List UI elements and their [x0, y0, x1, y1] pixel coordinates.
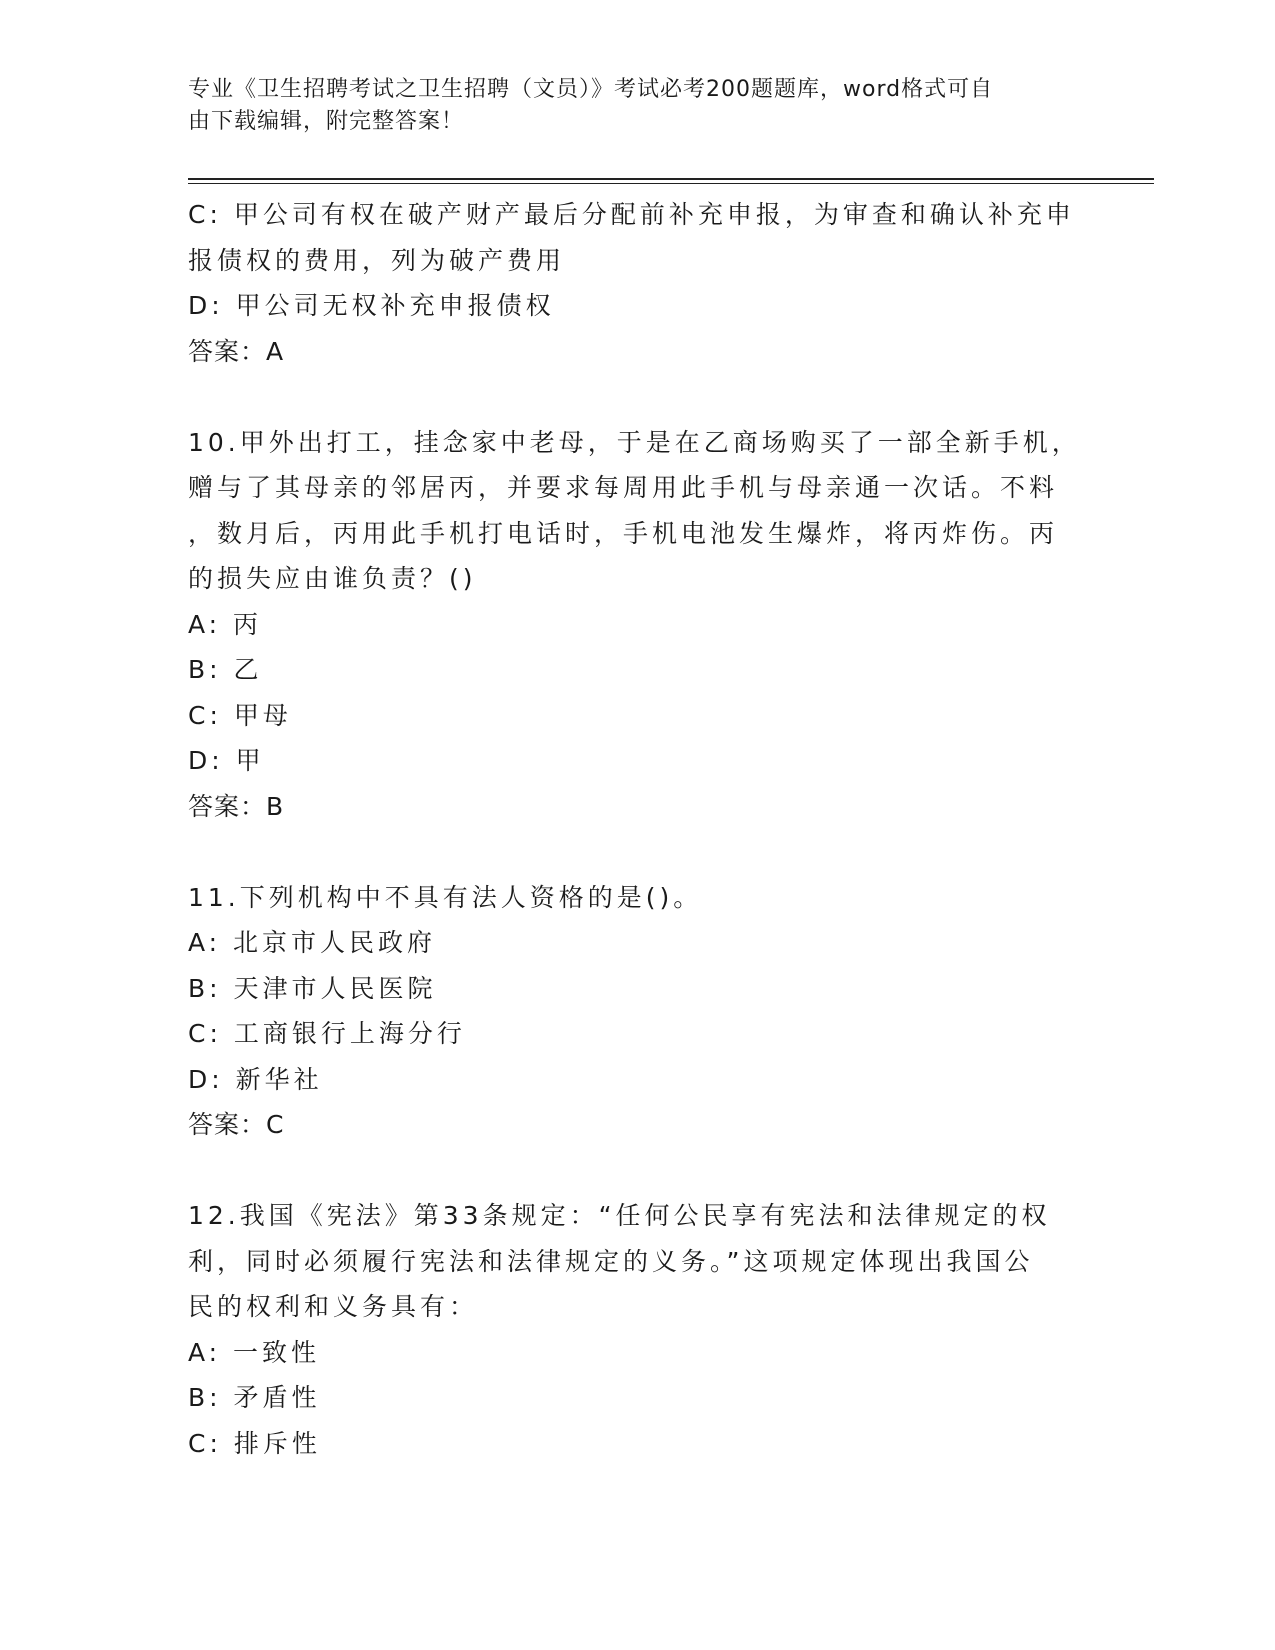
question-11-option-b: B: 天津市人民医院	[188, 973, 437, 1003]
document-header	[188, 74, 1068, 138]
prev-answer: 答案：A	[188, 336, 285, 366]
question-12-option-a: A: 一致性	[188, 1337, 321, 1367]
question-11-option-d: D: 新华社	[188, 1064, 323, 1094]
question-11-line-1: 11.下列机构中不具有法人资格的是()。	[188, 882, 703, 912]
question-10-option-b: B: 乙	[188, 655, 263, 684]
question-12-option-c: C: 排斥性	[188, 1428, 321, 1458]
question-11-option-a: A: 北京市人民政府	[188, 928, 437, 957]
prev-option-c-line-2: 报债权的费用，列为破产费用	[188, 245, 566, 275]
question-10-line-1: 10.甲外出打工，挂念家中老母，于是在乙商场购买了一部全新手机，	[188, 427, 1081, 457]
question-10-line-4: 的损失应由谁负责？()	[188, 564, 477, 593]
question-10-option-d: D: 甲	[188, 746, 265, 775]
question-12-line-2: 利，同时必须履行宪法和法律规定的义务。”这项规定体现出我国公	[188, 1246, 1034, 1276]
spacer	[188, 829, 1088, 875]
header-rule-thick	[188, 178, 1154, 180]
question-10-answer: 答案：B	[188, 791, 285, 821]
header-rule-thin	[188, 183, 1154, 184]
question-11-option-c: C: 工商银行上海分行	[188, 1019, 466, 1048]
question-11-answer: 答案：C	[188, 1110, 285, 1139]
question-10-line-3: ，数月后，丙用此手机打电话时，手机电池发生爆炸，将丙炸伤。丙	[188, 518, 1059, 548]
prev-option-d: D: 甲公司无权补充申报债权	[188, 291, 555, 320]
question-10-line-2: 赠与了其母亲的邻居丙，并要求每周用此手机与母亲通一次话。不料	[188, 473, 1059, 502]
question-12-option-b: B: 矛盾性	[188, 1383, 321, 1412]
header-line-2: 由下载编辑，附完整答案！	[188, 109, 465, 134]
header-line-1: 专业《卫生招聘考试之卫生招聘（文员）》考试必考200题题库，word格式可自	[188, 77, 994, 102]
question-10-option-a: A: 丙	[188, 609, 263, 639]
question-12-line-3: 民的权利和义务具有：	[188, 1292, 479, 1321]
question-10-option-c: C: 甲母	[188, 700, 292, 730]
spacer	[188, 1148, 1088, 1194]
question-12-line-1: 12.我国《宪法》第33条规定：“任何公民享有宪法和法律规定的权	[188, 1201, 1051, 1230]
document-body	[188, 192, 1088, 1466]
prev-option-c-line-1: C: 甲公司有权在破产财产最后分配前补充申报，为审查和确认补充申	[188, 200, 1075, 229]
spacer	[188, 374, 1088, 420]
